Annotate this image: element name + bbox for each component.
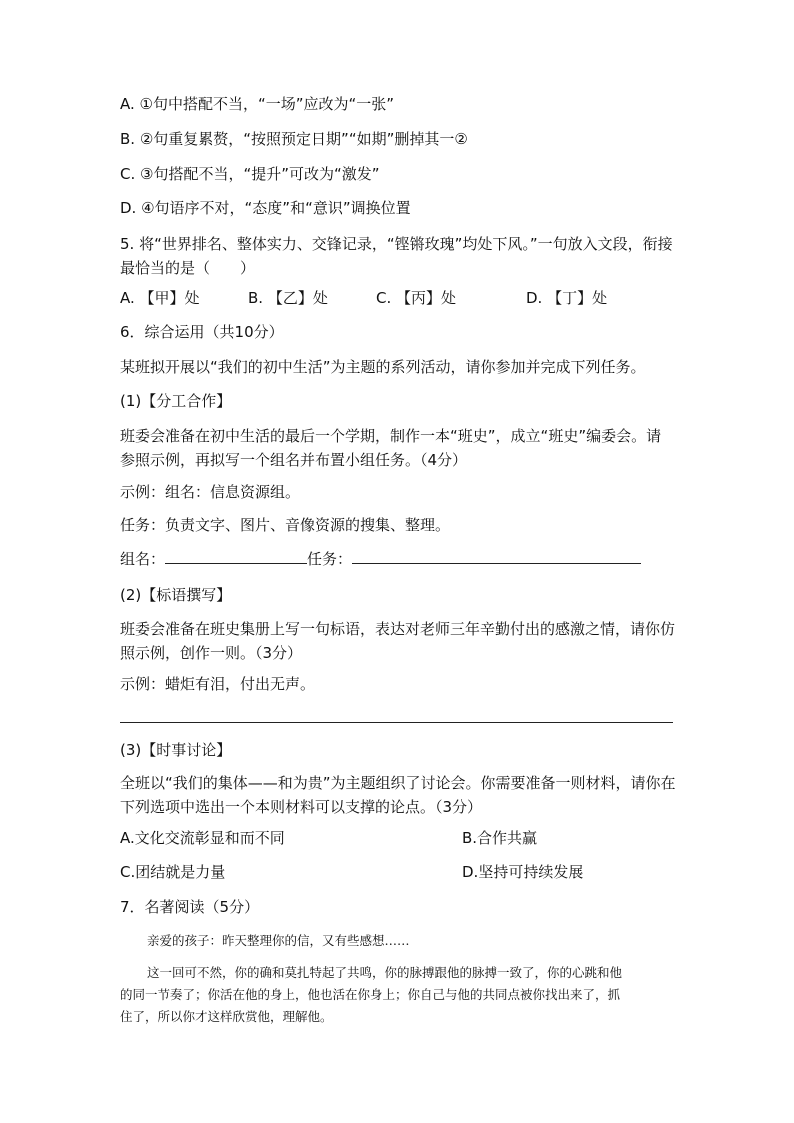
q6-part1-task: 任务：负责文字、图片、音像资源的搜集、整理。 bbox=[120, 516, 451, 534]
q4-option-d: D. ④句语序不对，“态度”和“意识”调换位置 bbox=[120, 199, 411, 217]
q5-option-c[interactable]: C. 【丙】处 bbox=[376, 289, 457, 307]
task-label: 任务： bbox=[307, 550, 353, 568]
slogan-answer-line[interactable] bbox=[120, 722, 673, 723]
q6-intro: 某班拟开展以“我们的初中生活”为主题的系列活动，请你参加并完成下列任务。 bbox=[120, 358, 646, 376]
q4-option-c: C. ③句搭配不当，“提升”可改为“激发” bbox=[120, 165, 380, 183]
q6-part2-heading: (2)【标语撰写】 bbox=[120, 586, 232, 604]
q6-part3-heading: (3)【时事讨论】 bbox=[120, 741, 232, 759]
q5-option-b[interactable]: B. 【乙】处 bbox=[248, 289, 328, 307]
group-name-label: 组名： bbox=[120, 550, 166, 568]
q6-part3-option-a[interactable]: A.文化交流彰显和而不同 bbox=[120, 829, 285, 847]
q6-part3-option-c[interactable]: C.团结就是力量 bbox=[120, 863, 226, 881]
q4-option-a: A. ①句中搭配不当，“一场”应改为“一张” bbox=[120, 95, 395, 113]
q6-part3-option-d[interactable]: D.坚持可持续发展 bbox=[462, 863, 584, 881]
q7-quote-line-2: 的同一节奏了；你活在他的身上，他也活在你身上；你自己与他的共同点被你找出来了，抓 bbox=[120, 987, 621, 1002]
q6-part1-heading: (1)【分工合作】 bbox=[120, 392, 232, 410]
q6-part1-text: 班委会准备在初中生活的最后一个学期，制作一本“班史”，成立“班史”编委会。请参照示例，再拟写一个组名并布置小组任务。（4分） bbox=[120, 427, 662, 469]
q7-quote-line-1: 这一回可不然，你的确和莫扎特起了共鸣，你的脉搏跟他的脉搏一致了，你的心跳和他 bbox=[147, 965, 623, 980]
q5-option-d[interactable]: D. 【丁】处 bbox=[526, 289, 608, 307]
q6-title: 6．综合运用（共10分） bbox=[120, 323, 284, 341]
q6-part3-text: 全班以“我们的集体——和为贵”为主题组织了讨论会。你需要准备一则材料，请你在下列选项中选出一个本则材料可以支撑的论点。（3分） bbox=[120, 774, 676, 816]
q7-quote-greeting: 亲爱的孩子：昨天整理你的信，又有些感想…… bbox=[147, 933, 410, 948]
q6-part1-example: 示例：组名：信息资源组。 bbox=[120, 483, 301, 501]
q7-title: 7．名著阅读（5分） bbox=[120, 898, 260, 916]
q5-options bbox=[120, 286, 607, 310]
group-name-blank[interactable] bbox=[165, 547, 307, 564]
q6-part2-example: 示例：蜡炬有泪，付出无声。 bbox=[120, 675, 316, 693]
q4-option-b: B. ②句重复累赘，“按照预定日期”“如期”删掉其一② bbox=[120, 130, 468, 148]
q6-part2-text: 班委会准备在班史集册上写一句标语，表达对老师三年辛勤付出的感激之情，请你仿照示例，创作一则。（3分） bbox=[120, 620, 676, 662]
q5-option-a[interactable]: A. 【甲】处 bbox=[120, 289, 200, 307]
q7-quote-line-3: 住了，所以你才这样欣赏他，理解他。 bbox=[120, 1009, 333, 1024]
task-blank[interactable] bbox=[352, 547, 641, 564]
q5-stem: 5. 将“世界排名、整体实力、交锋记录，“铿锵玫瑰”均处下风。”一句放入文段，衔接最恰当的是（ ） bbox=[120, 235, 673, 277]
q6-answer-row bbox=[120, 547, 641, 571]
q6-part3-option-b[interactable]: B.合作共赢 bbox=[462, 829, 538, 847]
